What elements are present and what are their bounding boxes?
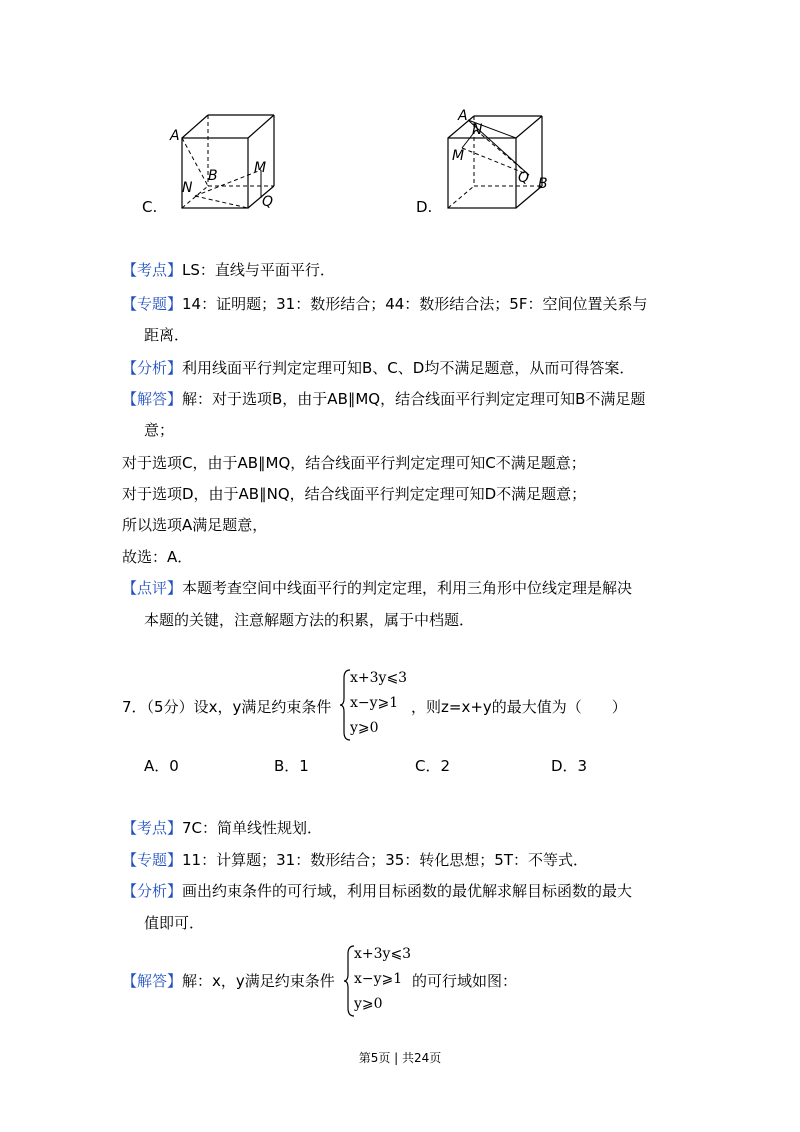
dianping-tag: 【点评】	[122, 579, 183, 597]
fenxi-text: 画出约束条件的可行域，利用目标函数的最优解求解目标函数的最大	[182, 882, 633, 900]
q6-kaodian	[122, 259, 335, 280]
solution-line: 对于选项D，由于AB∥NQ，结合线面平行判定定理可知D不满足题意；	[122, 485, 587, 503]
solution-line: 对于选项C，由于AB∥MQ，结合线面平行判定定理可知C不满足题意；	[122, 454, 586, 472]
zhuanti-tag: 【专题】	[122, 851, 183, 869]
cube-figure-c	[140, 110, 300, 220]
point-b-label: B	[208, 168, 218, 184]
point-n-label: N	[472, 122, 483, 138]
q7-stem-prefix: 7．（5分）设x，y满足约束条件	[122, 698, 332, 716]
jieda-text: 解：x，y满足约束条件	[182, 972, 335, 990]
figure-d-option: D.	[416, 198, 433, 216]
q7-jieda	[122, 970, 335, 991]
jieda-suffix: 的可行域如图：	[412, 972, 518, 990]
zhuanti-text-cont: 距离．	[144, 326, 190, 344]
option-c: C．2	[415, 757, 451, 775]
point-a-label: A	[170, 128, 180, 144]
constraint-3: y⩾0	[354, 996, 383, 1012]
constraint-1: x+3y⩽3	[354, 946, 412, 962]
point-m-label: M	[254, 160, 267, 176]
constraint-2: x−y⩾1	[354, 971, 403, 987]
kaodian-tag: 【考点】	[122, 819, 183, 837]
kaodian-text: 7C：简单线性规划．	[182, 819, 323, 837]
q6-fenxi	[122, 357, 634, 378]
zhuanti-tag: 【专题】	[122, 295, 183, 313]
solution-line: 所以选项A满足题意，	[122, 516, 268, 534]
option-d: D．3	[551, 757, 588, 775]
constraint-1: x+3y⩽3	[350, 670, 408, 686]
q7-fenxi	[122, 880, 632, 901]
constraint-2: x−y⩾1	[350, 695, 399, 711]
cube-figure-d	[420, 108, 580, 218]
jieda-tag: 【解答】	[122, 972, 183, 990]
fenxi-text: 利用线面平行判定定理可知B、C、D均不满足题意，从而可得答案．	[182, 359, 635, 377]
q6-zhuanti	[122, 293, 647, 314]
q6-jieda	[122, 388, 645, 409]
jieda-text: 解：对于选项B，由于AB∥MQ，结合线面平行判定定理可知B不满足题	[182, 390, 646, 408]
page-footer: 第5页 | 共24页	[358, 1051, 442, 1065]
fenxi-text-cont: 值即可．	[144, 914, 205, 932]
cube-diagram-d	[420, 108, 580, 218]
dianping-text: 本题考查空间中线面平行的判定定理，利用三角形中位线定理是解决	[182, 579, 633, 597]
constraint-3: y⩾0	[350, 720, 379, 736]
jieda-text-cont: 意；	[144, 421, 175, 439]
fenxi-tag: 【分析】	[122, 359, 183, 377]
point-n-label: N	[182, 180, 193, 196]
zhuanti-text: 11：计算题；31：数形结合；35：转化思想；5T：不等式．	[182, 851, 588, 869]
jieda-tag: 【解答】	[122, 390, 183, 408]
point-a-label: A	[458, 108, 468, 124]
cube-diagram-c	[140, 110, 300, 220]
dianping-text-cont: 本题的关键，注意解题方法的积累，属于中档题．	[144, 611, 475, 629]
q7-stem-suffix: ，则z=x+y的最大值为（ ）	[411, 698, 627, 716]
zhuanti-text: 14：证明题；31：数形结合；44：数形结合法；5F：空间位置关系与	[182, 295, 648, 313]
point-q-label: Q	[518, 170, 530, 186]
solution-line: 故选：A．	[122, 548, 193, 566]
point-b-label: B	[538, 176, 548, 192]
figure-c-option: C.	[142, 198, 158, 216]
q7-constraint-system	[340, 668, 420, 742]
kaodian-text: LS：直线与平面平行．	[182, 261, 335, 279]
fenxi-tag: 【分析】	[122, 882, 183, 900]
q6-dianping	[122, 577, 632, 598]
point-m-label: M	[452, 148, 465, 164]
q7-kaodian	[122, 817, 322, 838]
point-q-label: Q	[262, 194, 274, 210]
kaodian-tag: 【考点】	[122, 261, 183, 279]
q7-zhuanti	[122, 849, 588, 870]
option-a: A．0	[144, 757, 179, 775]
option-b: B．1	[274, 757, 309, 775]
